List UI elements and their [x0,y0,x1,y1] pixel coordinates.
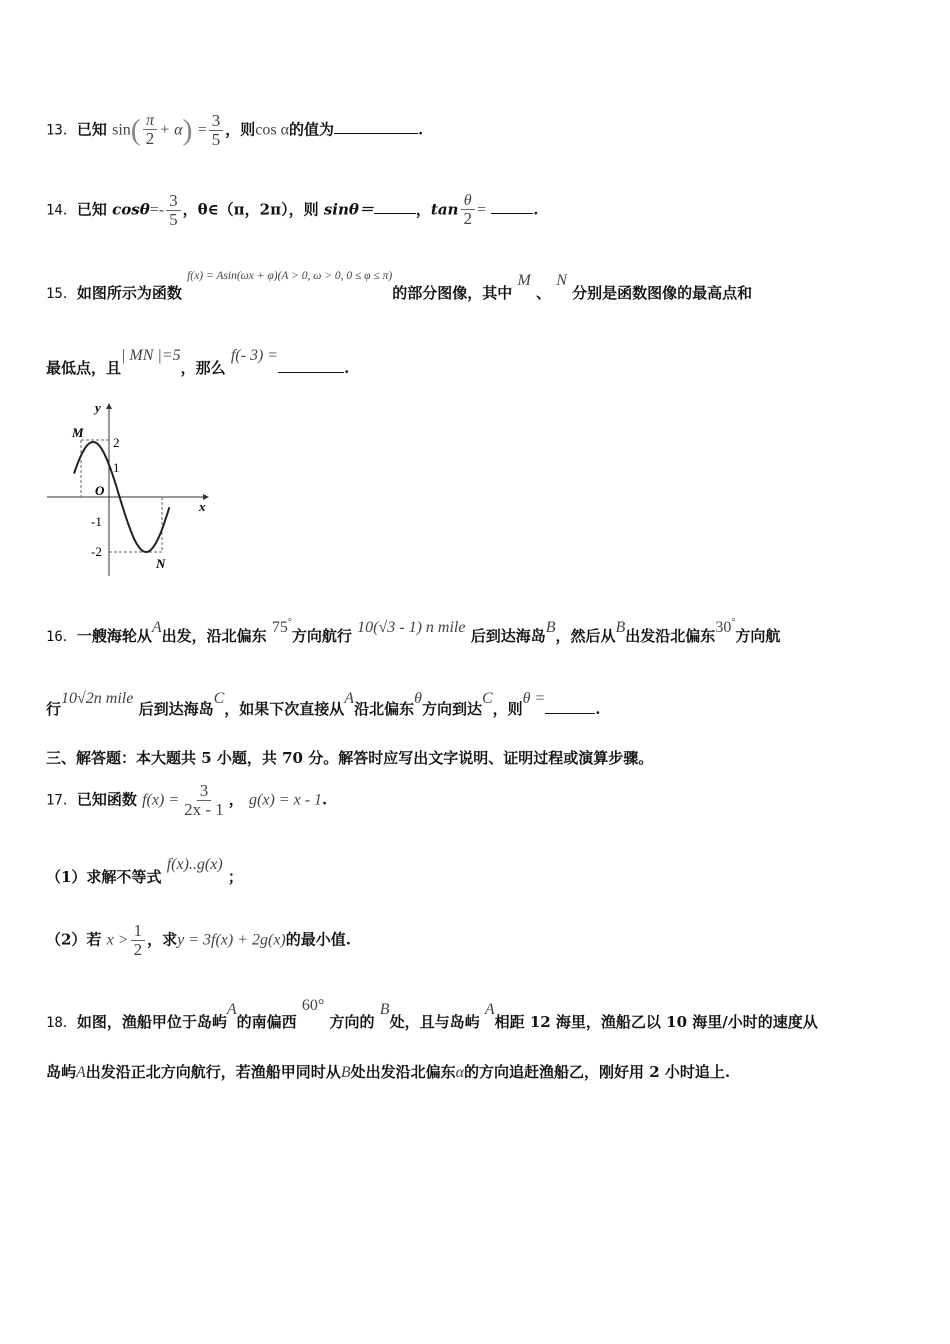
pi-over-2: $\frac{\pi}{2}$ [143,113,158,149]
q15-line1: 15．如图所示为函数 $^{f(x) = Asin(\omega x + \varphi)(A > 0, \omega > 0, 0 \le \varphi \le \pi)}$的部分图像，其中 M 、 N 分别是函数图像的最高点和 [46,270,753,302]
q17-line: 17．已知函数 f(x) = $\frac{3}{2x - 1}$ ， g(x) = x - 1. [46,781,328,819]
sin-function: sin [112,121,131,139]
distance-2: 10√2n mile [61,690,134,707]
q18-line2: 岛屿A出发沿正北方向航行，若渔船甲同时从B处出发沿北偏东α的方向追赶渔船乙，刚好用 2 小时追上. [46,1063,731,1081]
q17-part2: （2）若 x > $\frac{1}{2}$ ，求y = 3f(x) + 2g(x)的最小值. [46,921,351,959]
tick-1: 1 [113,460,120,475]
q13-number: 13． [46,122,77,139]
point-m-label: M [72,425,84,440]
section-3-heading: 三、解答题：本大题共 5 小题，共 70 分。解答时应写出文字说明、证明过程或演算步骤。 [46,749,654,767]
q17-part1: （1）求解不等式 f(x)..g(x) ； [46,856,243,886]
tick-neg1: -1 [91,514,102,529]
tick-neg2: -2 [91,544,102,559]
q16-answer-blank[interactable] [545,701,595,714]
q13-answer-blank[interactable] [334,121,418,134]
y-axis-label: y [95,400,101,415]
cos-alpha: cos α [255,121,289,139]
sine-graph [45,400,220,580]
tick-2: 2 [113,435,120,450]
x-axis-label: x [199,499,206,514]
origin-label: O [95,483,105,498]
q13-line: 13．已知 sin( $\frac{\pi}{2}$ + α) = $\frac{3}{5}$ ，则cos α的值为 . [46,111,424,149]
q15-answer-blank[interactable] [278,360,344,373]
q15-line2: 最低点，且| MN |=5，那么 f(- 3) =. [46,347,350,377]
q16-line2: 行10√2n mile 后到达海岛C，如果下次直接从A沿北偏东θ方向到达C，则θ =. [46,690,601,718]
point-n-label: N [156,556,166,571]
q14-sin-blank[interactable] [374,201,416,214]
q14-line: 14．已知 cosθ=- $\frac{3}{5}$ ，θ∈（π，2π），则 sinθ＝ ，tan $\frac{\theta}{2}$ = . [46,191,539,229]
q15-formula: f(x) = Asin(ωx + φ)(A > 0, ω > 0, 0 ≤ φ ≤ π) [187,270,393,282]
distance-1: 10(√3 - 1) n mile [357,619,466,636]
q16-line1: 16．一艘海轮从A出发，沿北偏东 75°方向航行 10(√3 - 1) n mile 后到达海岛B，然后从B出发沿北偏东30°方向航 [46,617,781,645]
q14-tan-blank[interactable] [491,201,533,214]
q18-line1: 18．如图，渔船甲位于岛屿A的南偏西 60° 方向的 B处，且与岛屿 A相距 12 海里，渔船乙以 10 海里/小时的速度从 [46,997,818,1031]
three-fifths: $\frac{3}{5}$ [209,112,224,149]
